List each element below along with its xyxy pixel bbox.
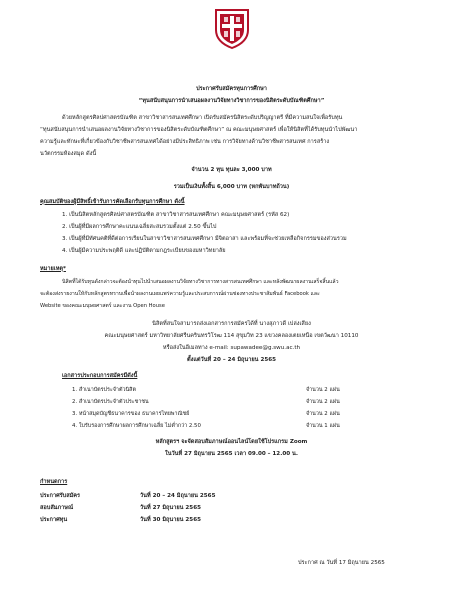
scholarship-name: “ทุนสนับสนุนการนำเสนอผลงานวิจัยทางวิชาการของนิสิตระดับบัณฑิตศึกษา” — [138, 98, 325, 104]
schedule-row-value: วันที่ 20 – 24 มิถุนายน 2565 — [140, 493, 216, 499]
interview-line-2: ในวันที่ 27 มิถุนายน 2565 เวลา 09.00 – 12.00 น. — [164, 451, 299, 457]
announcement-date: ประกาศ ณ วันที่ 17 มิถุนายน 2565 — [298, 560, 385, 566]
remark-line-3: Website ของคณะมนุษยศาสตร์ และงาน Open House — [40, 303, 165, 309]
qualification-item: 4. เป็นผู้มีความประพฤติดี และปฏิบัติตามกฎระเบียบของมหาวิทยาลัย — [62, 248, 226, 254]
contact-line-1: นิสิตที่สนใจสามารถส่งเอกสารการสมัครได้ที่ นางสุภาวดี เปล่งเสียง — [152, 321, 311, 327]
intro-line-2: “ทุนสนับสนุนการนำเสนอผลงานวิจัยทางวิชาการของนิสิตระดับบัณฑิตศึกษา” ณ คณะมนุษยศาสตร์ เพื่อให้นิสิตที่ได้รับทุนนำไปพัฒนา — [40, 127, 358, 133]
qualification-item: 3. เป็นผู้ที่มีทัศนคติที่ดีต่อการเรียนในสาขาวิชาสารสนเทศศึกษา มีจิตอาสา และพร้อมที่จะช่วยเหลือกิจกรรมของส่วนรวม — [62, 236, 347, 242]
qualification-item: 1. เป็นนิสิตหลักสูตรศิลปศาสตรบัณฑิต สาขาวิชาสารสนเทศศึกษา คณะมนุษยศาสตร์ (รหัส 62) — [62, 212, 290, 218]
application-deadline: ตั้งแต่วันที่ 20 – 24 มิถุนายน 2565 — [186, 357, 277, 363]
schedule-row-label: ประกาศรับสมัคร — [40, 493, 81, 499]
documents-heading: เอกสารประกอบการสมัครมีดังนี้ — [62, 373, 138, 379]
contact-line-2: คณะมนุษยศาสตร์ มหาวิทยาลัยศรีนครินทรวิโรฒ 114 สุขุมวิท 23 แขวงคลองเตยเหนือ เขตวัฒนา 10110 — [104, 333, 359, 339]
document-item-qty: จำนวน 2 แผ่น — [306, 399, 340, 405]
remark-heading: หมายเหตุ* — [40, 266, 66, 272]
university-seal-logo — [212, 6, 252, 50]
document-item-name: 4. ใบรับรองการศึกษาผลการศึกษาเฉลี่ย ไม่ต่ำกว่า 2.50 — [72, 423, 201, 429]
remark-line-2: จะต้องส่งรายงานให้กับหลักสูตรทราบเพื่อนำผลงานเผยแพร่ความรู้และประสบการณ์ผ่านช่องทางประชาสัมพันธ์ Facebook และ — [40, 291, 320, 297]
document-item-name: 1. สำเนาบัตรประจำตัวนิสิต — [72, 387, 136, 393]
document-item-name: 2. สำเนาบัตรประจำตัวประชาชน — [72, 399, 149, 405]
document-item-name: 3. หน้าสมุดบัญชีธนาคารของ ธนาคารไทยพาณิชย์ — [72, 411, 190, 417]
document-item-qty: จำนวน 2 แผ่น — [306, 411, 340, 417]
intro-line-3: ความรู้และทักษะที่เกี่ยวข้องกับวิชาชีพสารสนเทศได้อย่างมีประสิทธิภาพ เช่น การวิจัยทางด้านวิชาชีพสารสนเทศ การสร้าง — [40, 139, 330, 145]
announcement-title: ประกาศรับสมัครทุนการศึกษา — [196, 86, 267, 92]
schedule-row-value: วันที่ 30 มิถุนายน 2565 — [140, 517, 201, 523]
intro-line-4: นวัตกรรมห้องสมุด ดังนี้ — [40, 151, 97, 157]
intro-line-1: ด้วยหลักสูตรศิลปศาสตรบัณฑิต สาขาวิชาสารสนเทศศึกษา เปิดรับสมัครนิสิตระดับปริญญาตรี ที่มีความสนใจเพื่อรับทุน — [62, 115, 343, 121]
document-item-qty: จำนวน 2 แผ่น — [306, 387, 340, 393]
contact-email-line: หรือส่งในอีเมลทาง e-mail: supawadee@g.swu.ac.th — [162, 345, 301, 351]
schedule-row-label: สอบสัมภาษณ์ — [40, 505, 74, 511]
interview-line-1: หลักสูตรฯ จะจัดสอบสัมภาษณ์ออนไลน์โดยใช้โปรแกรม Zoom — [155, 439, 308, 445]
qualification-item: 2. เป็นผู้ที่มีผลการศึกษาคะแนนเฉลี่ยสะสมรวมตั้งแต่ 2.50 ขึ้นไป — [62, 224, 217, 230]
schedule-heading: กำหนดการ — [40, 479, 68, 485]
document-item-qty: จำนวน 1 แผ่น — [306, 423, 340, 429]
scholarship-amount: จำนวน 2 ทุน ทุนละ 3,000 บาท — [191, 167, 272, 173]
schedule-row-label: ประกาศทุน — [40, 517, 68, 523]
remark-line-1: นิสิตที่ได้รับทุนดังกล่าวจะต้องนำทุนไปนำเสนอผลงานวิจัยทางวิชาการทางสารสนเทศศึกษา และหลังพัฒนาผลงานเสร็จสิ้นแล้ว — [62, 279, 339, 285]
schedule-row-value: วันที่ 27 มิถุนายน 2565 — [140, 505, 201, 511]
scholarship-total: รวมเป็นเงินทั้งสิ้น 6,000 บาท (หกพันบาทถ้วน) — [173, 184, 290, 190]
qualifications-heading: คุณสมบัติของผู้มีสิทธิ์เข้ารับการคัดเลือกรับทุนการศึกษา ดังนี้ — [40, 199, 185, 205]
